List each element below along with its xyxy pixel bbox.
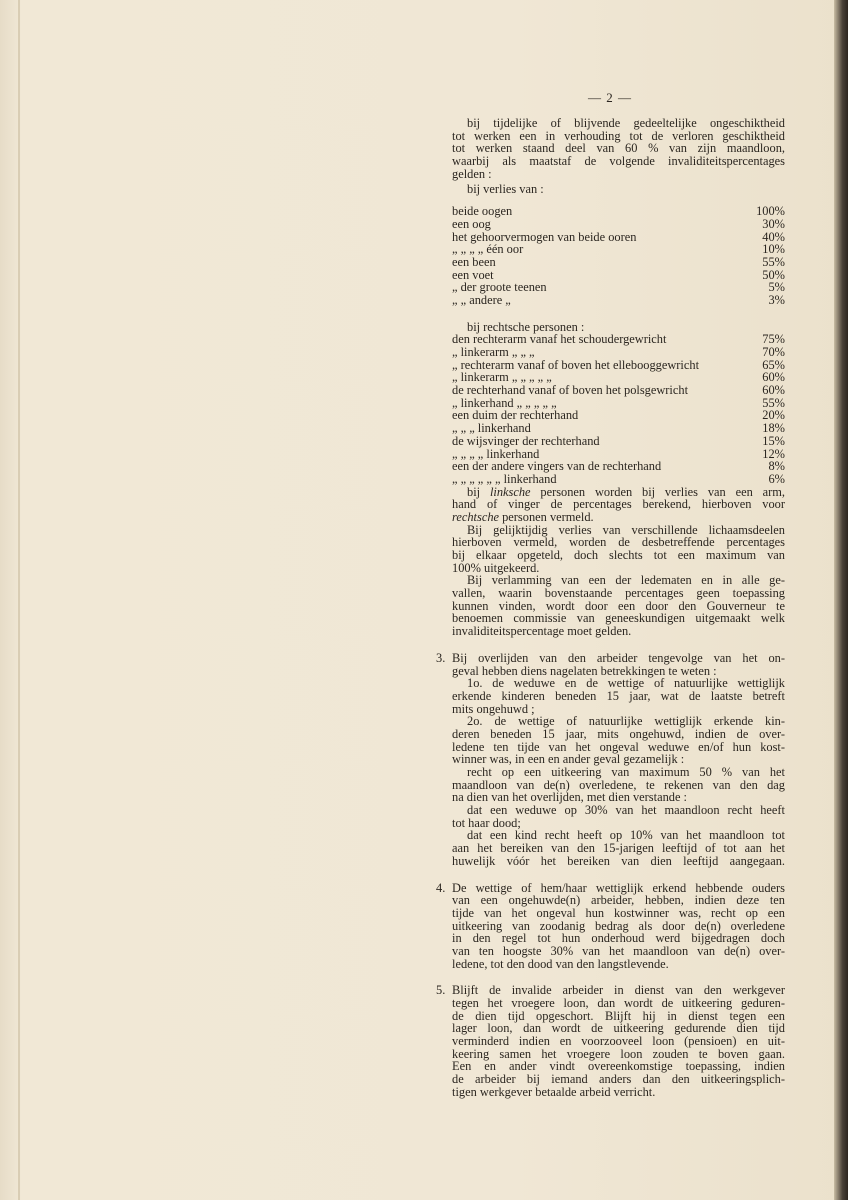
text-line: de arbeider bij iemand anders dan den uitkeeringsplich-	[452, 1072, 785, 1087]
row-percentage: 65%	[762, 357, 785, 372]
section-5	[436, 983, 785, 1099]
row-percentage: 5%	[768, 280, 785, 295]
row-percentage: 55%	[762, 395, 785, 410]
row-label: „ „ „ „ „ „ linkerhand	[452, 471, 557, 486]
text-line: invaliditeitspercentage moet gelden.	[452, 624, 632, 639]
document-body	[436, 116, 785, 1099]
row-percentage: 18%	[762, 421, 785, 436]
text-line: 5. Blijft de invalide arbeider in dienst van den werkgever	[436, 983, 785, 998]
page-edge-left	[18, 0, 20, 1200]
row-percentage: 30%	[762, 216, 785, 231]
row-label: „ linkerhand „ „ „ „ „	[452, 395, 557, 410]
text-line: rechtsche personen vermeld.	[452, 509, 594, 524]
text-line: verminderd indien en voorzooveel loon (pensioen) en uit-	[452, 1034, 785, 1049]
paralysis-paragraph	[452, 574, 785, 637]
row-label: beide oogen	[452, 204, 513, 219]
right-handed-table	[452, 333, 785, 485]
text-line: van ten hoogste 30% van het maandloon van de(n) over-	[452, 943, 785, 958]
row-percentage: 10%	[762, 242, 785, 257]
intro-paragraph	[452, 117, 785, 180]
row-percentage: 20%	[762, 408, 785, 423]
row-label: „ „ „ „ linkerhand	[452, 446, 540, 461]
row-label: een oog	[452, 216, 491, 231]
text-line: lager loon, dan wordt de uitkeering gedurende dien tijd	[452, 1021, 785, 1036]
right-handed-heading: bij rechtsche personen :	[467, 319, 585, 334]
row-percentage: 40%	[762, 229, 785, 244]
row-label: „ „ „ linkerhand	[452, 421, 531, 436]
section-3	[436, 650, 785, 868]
row-percentage: 3%	[768, 292, 785, 307]
text-line: recht op een uitkeering van maximum 50 % van het	[467, 765, 785, 779]
text-line: benoemen commissie van geneeskundigen uitgemaakt welk	[452, 611, 785, 626]
page-edge-right	[834, 0, 848, 1200]
text-line: erkende kinderen beneden 15 jaar, wat de laatste betreft	[452, 688, 785, 703]
row-label: den rechterarm vanaf het schoudergewricht	[452, 332, 667, 347]
text-line: waarbij als maatstaf de volgende invaliditeitspercentages	[452, 154, 785, 169]
row-label: „ der groote teenen	[452, 280, 547, 295]
row-percentage: 15%	[762, 433, 785, 448]
text-line: kunnen vinden, wordt door een door den Gouverneur te	[452, 598, 785, 613]
text-line: winner was, in een en ander geval gezamelijk :	[452, 752, 685, 767]
text-line: 3. Bij overlijden van den arbeider tengevolge van het on-	[436, 650, 785, 665]
row-label: „ „ „ „ één oor	[452, 242, 524, 257]
text-line: Bij gelijktijdig verlies van verschillende lichaamsdeelen	[467, 522, 785, 537]
text-line: tot werken een in verhouding tot de verloren geschiktheid	[452, 128, 785, 143]
text-line: mits ongehuwd ;	[452, 701, 535, 716]
text-line: aan het bereiken van den 15-jarigen leeftijd of tot aan het	[452, 841, 785, 856]
table-row	[452, 205, 785, 218]
text-line: dat een weduwe op 30% van het maandloon recht heeft	[467, 803, 785, 818]
text-line: bij elkaar opgeteld, doch slechts tot een maximum van	[452, 548, 785, 562]
text-line: de dien tijd opgeschort. Blijft hij in dienst tegen een	[452, 1008, 785, 1023]
row-percentage: 60%	[762, 370, 785, 385]
text-line: van een ongehuwde(n) arbeider, hebben, indien deze ten	[452, 893, 785, 908]
row-percentage: 70%	[762, 345, 785, 359]
text-line: gelden :	[452, 166, 492, 181]
text-line: tigen werkgever betaalde arbeid verricht.	[452, 1084, 656, 1099]
row-percentage: 8%	[768, 459, 785, 474]
text-line: dat een kind recht heeft op 10% van het maandloon tot	[467, 828, 785, 843]
loss-table	[452, 205, 785, 307]
row-label: een der andere vingers van de rechterhand	[452, 459, 662, 474]
row-label: het gehoorvermogen van beide ooren	[452, 229, 637, 244]
text-line: ledene ten tijde van het ongeval weduwe en/of hun kost-	[452, 739, 785, 754]
row-percentage: 55%	[762, 254, 785, 269]
row-label: de wijsvinger der rechterhand	[452, 433, 600, 448]
text-line: bij tijdelijke of blijvende gedeeltelijke ongeschiktheid	[467, 116, 785, 130]
row-percentage: 75%	[762, 332, 785, 347]
text-line: Bij verlamming van een der ledematen en in alle ge-	[467, 573, 785, 588]
text-line: in den regel tot hun onderhoud werd bijgedragen doch	[452, 931, 785, 946]
text-line: keering samen het vroegere loon zouden te boven gaan.	[452, 1046, 785, 1061]
section-number: 4.	[436, 880, 446, 895]
text-line: tegen het vroegere loon, dan wordt de uitkeering geduren-	[452, 996, 785, 1010]
text-line: uitkeering van zoodanig bedrag als door de(n) overledene	[452, 918, 785, 933]
text-line: tot haar dood;	[452, 815, 521, 830]
row-percentage: 50%	[762, 267, 785, 282]
simultaneous-loss-paragraph	[452, 524, 785, 575]
loss-heading: bij verlies van :	[467, 182, 544, 197]
page-number: — 2 —	[588, 90, 632, 105]
text-line: deren beneden 15 jaar, mits ongehuwd, indien de over-	[452, 726, 785, 741]
section-number: 3.	[436, 650, 446, 665]
row-label: „ linkerarm „ „ „	[452, 345, 535, 359]
table-row	[452, 256, 785, 269]
table-row	[452, 294, 785, 307]
text-line: 100% uitgekeerd.	[452, 560, 540, 575]
text-line: hand of vinger de percentages berekend, hierboven voor	[452, 497, 785, 512]
text-line: 1o. de weduwe en de wettige of natuurlijke wettiglijk	[467, 676, 785, 691]
row-label: de rechterhand vanaf of boven het polsgewricht	[452, 383, 689, 398]
row-percentage: 6%	[768, 471, 785, 486]
text-line: ledene, tot den dood van den langstlevende.	[452, 956, 669, 971]
text-line: Een en ander vindt overeenkomstige toepassing, indien	[452, 1059, 785, 1074]
row-label: een been	[452, 254, 496, 269]
row-label: een voet	[452, 267, 494, 282]
text-line: tijde van het ongeval hun kostwinner was, recht op een	[452, 905, 785, 920]
row-label: „ „ andere „	[452, 292, 511, 307]
row-label: „ linkerarm „ „ „ „ „	[452, 370, 552, 385]
text-line: hierboven vermeld, worden de desbetreffende percentages	[452, 535, 785, 550]
text-line: na dien van het overlijden, met dien verstande :	[452, 790, 687, 805]
left-handed-note	[452, 486, 785, 524]
section-4	[436, 880, 785, 971]
row-percentage: 100%	[756, 204, 785, 219]
row-label: „ rechterarm vanaf of boven het ellebooggewricht	[452, 357, 700, 372]
text-line: geval hebben diens nagelaten betrekkingen te weten :	[452, 663, 717, 678]
text-line: vallen, waarin bovenstaande percentages geen toepassing	[452, 586, 785, 601]
text-line: maandloon van de(n) overledene, te rekenen van den dag	[452, 777, 785, 792]
row-label: een duim der rechterhand	[452, 408, 579, 423]
row-percentage: 12%	[762, 446, 785, 461]
text-line: 2o. de wettige of natuurlijke wettiglijk erkende kin-	[467, 714, 785, 729]
section-number: 5.	[436, 983, 446, 998]
text-line: bij linksche personen worden bij verlies van een arm,	[467, 484, 785, 499]
text-line: huwelijk vóór het bereiken van dien leeftijd aangegaan.	[452, 853, 785, 868]
text-line: 4. De wettige of hem/haar wettiglijk erkend hebbende ouders	[436, 880, 785, 895]
row-percentage: 60%	[762, 383, 785, 398]
table-row	[452, 243, 785, 256]
text-line: tot werken staand deel van 60 % van zijn maandloon,	[452, 141, 785, 156]
